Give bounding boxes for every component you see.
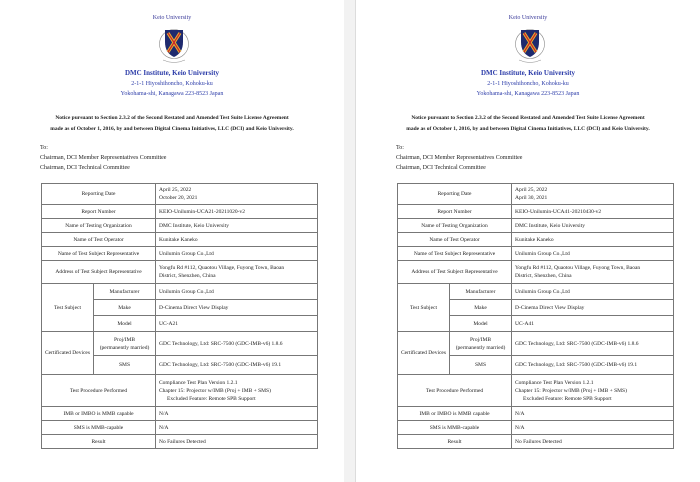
table-row (42, 247, 318, 261)
report-number-value: KEIO-Unilumin-UCA41-20210430-v2 (512, 205, 674, 219)
table-row (398, 407, 674, 421)
table-row (42, 184, 318, 205)
table-row (42, 261, 318, 284)
table-row (42, 284, 318, 300)
table-row (398, 332, 674, 356)
proj-imb-label: Proj/IMB (permanently married) (450, 332, 512, 356)
subject-rep-label: Name of Test Subject Representative (42, 247, 156, 261)
report-number-label: Report Number (42, 205, 156, 219)
test-operator-value: Kunitake Kaneko (512, 233, 674, 247)
subject-rep-address-label: Address of Test Subject Representative (42, 261, 156, 284)
table-row (42, 375, 318, 407)
testing-org-label: Name of Testing Organization (42, 219, 156, 233)
sms-label: SMS (94, 356, 156, 375)
table-row (398, 375, 674, 407)
manufacturer-label: Manufacturer (450, 284, 512, 300)
result-value: No Failures Detected (156, 435, 318, 449)
reporting-date-label: Reporting Date (42, 184, 156, 205)
recipient-2: Chairman, DCI Technical Committee (396, 165, 486, 171)
testing-org-value: DMC Institute, Keio University (512, 219, 674, 233)
table-row (42, 421, 318, 435)
institute-name: DMC Institute, Keio University (124, 69, 220, 77)
recipient-1: Chairman, DCI Member Representatives Committee (40, 155, 167, 161)
testing-org-label: Name of Testing Organization (398, 219, 512, 233)
subject-rep-label: Name of Test Subject Representative (398, 247, 512, 261)
university-name: Keio University (508, 15, 548, 21)
sms-value: GDC Technology, Ltd: SRC-7500 (GDC-IMB-v6) 19.1 (156, 356, 318, 375)
model-label: Model (450, 316, 512, 332)
procedure-label: Test Procedure Performed (42, 375, 156, 407)
table-row (398, 219, 674, 233)
model-value: UC-A41 (512, 316, 674, 332)
reporting-date-value: April 25, 2022 April 30, 2021 (512, 184, 674, 205)
sms-label: SMS (450, 356, 512, 375)
manufacturer-value: Unilumin Group Co.,Ltd (156, 284, 318, 300)
table-row (42, 407, 318, 421)
procedure-value: Compliance Test Plan Version 1.2.1 Chapter 15: Projector w/IMB (Proj + IMB + SMS) Excluded Feature: Remote SPB Support (156, 375, 318, 407)
table-row (42, 219, 318, 233)
table-row (42, 233, 318, 247)
report-number-value: KEIO-Unilumin-UCA21-20211020-v2 (156, 205, 318, 219)
table-row (42, 435, 318, 449)
table-row (42, 332, 318, 356)
sms-value: GDC Technology, Ltd: SRC-7500 (GDC-IMB-v6) 19.1 (512, 356, 674, 375)
manufacturer-label: Manufacturer (94, 284, 156, 300)
test-operator-value: Kunitake Kaneko (156, 233, 318, 247)
report-page-right (355, 0, 700, 482)
manufacturer-value: Unilumin Group Co.,Ltd (512, 284, 674, 300)
testing-org-value: DMC Institute, Keio University (156, 219, 318, 233)
subject-rep-address-value: Yongfu Rd #112, Quaotou Village, Fuyong Town, Baoan District, Shenzhen, China (156, 261, 318, 284)
sms-mmb-value: N/A (512, 421, 674, 435)
address-line-1: 2-1-1 Hiyoshihoncho, Kohoku-ku (131, 81, 213, 87)
to-label: To: (40, 145, 48, 151)
address-line-2: Yokohama-shi, Kanagawa 223-8523 Japan (120, 91, 224, 97)
table-row (398, 284, 674, 300)
test-subject-label: Test Subject (42, 284, 94, 332)
model-value: UC-A21 (156, 316, 318, 332)
make-label: Make (94, 300, 156, 316)
notice-text (356, 113, 700, 135)
make-value: D-Cinema Direct View Display (156, 300, 318, 316)
test-operator-label: Name of Test Operator (398, 233, 512, 247)
make-value: D-Cinema Direct View Display (512, 300, 674, 316)
sms-mmb-label: SMS is MMB-capable (42, 421, 156, 435)
reporting-date-label: Reporting Date (398, 184, 512, 205)
institute-name: DMC Institute, Keio University (480, 69, 576, 77)
reporting-date-value: April 25, 2022 October 20, 2021 (156, 184, 318, 205)
procedure-value: Compliance Test Plan Version 1.2.1 Chapter 15: Projector w/IMB (Proj + IMB + SMS) Excluded Feature: Remote SPB Support (512, 375, 674, 407)
proj-imb-value: GDC Technology, Ltd: SRC-7500 (GDC-IMB-v6) 1.8.6 (512, 332, 674, 356)
table-row (398, 435, 674, 449)
result-label: Result (42, 435, 156, 449)
subject-rep-value: Unilumin Group Co.,Ltd (156, 247, 318, 261)
proj-imb-value: GDC Technology, Ltd: SRC-7500 (GDC-IMB-v6) 1.8.6 (156, 332, 318, 356)
make-label: Make (450, 300, 512, 316)
result-value: No Failures Detected (512, 435, 674, 449)
imb-mmb-value: N/A (512, 407, 674, 421)
report-number-label: Report Number (398, 205, 512, 219)
table-row (398, 247, 674, 261)
recipient-1: Chairman, DCI Member Representatives Committee (396, 155, 523, 161)
test-operator-label: Name of Test Operator (42, 233, 156, 247)
subject-rep-address-label: Address of Test Subject Representative (398, 261, 512, 284)
sms-mmb-label: SMS is MMB-capable (398, 421, 512, 435)
model-label: Model (94, 316, 156, 332)
recipient-2: Chairman, DCI Technical Committee (40, 165, 130, 171)
table-row (398, 233, 674, 247)
table-row (398, 205, 674, 219)
address-line-2: Yokohama-shi, Kanagawa 223-8523 Japan (476, 91, 580, 97)
notice-line-2: made as of October 1, 2016, by and between Digital Cinema Initiatives, LLC (DCI) and Keio University. (50, 126, 294, 132)
procedure-label: Test Procedure Performed (398, 375, 512, 407)
table-row (42, 205, 318, 219)
sms-mmb-value: N/A (156, 421, 318, 435)
to-label: To: (396, 145, 404, 151)
notice-line-2: made as of October 1, 2016, by and between Digital Cinema Initiatives, LLC (DCI) and Keio University. (406, 126, 650, 132)
test-subject-label: Test Subject (398, 284, 450, 332)
report-page-left (0, 0, 344, 482)
keio-seal-icon (514, 22, 546, 70)
result-label: Result (398, 435, 512, 449)
table-row (398, 421, 674, 435)
notice-line-1: Notice pursuant to Section 2.3.2 of the Second Restated and Amended Test Suite License Agreement (55, 115, 289, 121)
university-name: Keio University (152, 15, 192, 21)
imb-mmb-label: IMB or IMBO is MMB capable (42, 407, 156, 421)
report-table (41, 183, 318, 449)
proj-imb-label: Proj/IMB (permanently married) (94, 332, 156, 356)
subject-rep-address-value: Yongfu Rd #112, Quaotou Village, Fuyong Town, Baoan District, Shenzhen, China (512, 261, 674, 284)
certificated-devices-label: Certificated Devices (42, 332, 94, 375)
notice-text (0, 113, 344, 135)
notice-line-1: Notice pursuant to Section 2.3.2 of the Second Restated and Amended Test Suite License Agreement (411, 115, 645, 121)
imb-mmb-value: N/A (156, 407, 318, 421)
certificated-devices-label: Certificated Devices (398, 332, 450, 375)
report-table (397, 183, 674, 449)
keio-seal-icon (158, 22, 190, 70)
imb-mmb-label: IMB or IMBO is MMB capable (398, 407, 512, 421)
address-line-1: 2-1-1 Hiyoshihoncho, Kohoku-ku (487, 81, 569, 87)
table-row (398, 261, 674, 284)
table-row (398, 184, 674, 205)
subject-rep-value: Unilumin Group Co.,Ltd (512, 247, 674, 261)
